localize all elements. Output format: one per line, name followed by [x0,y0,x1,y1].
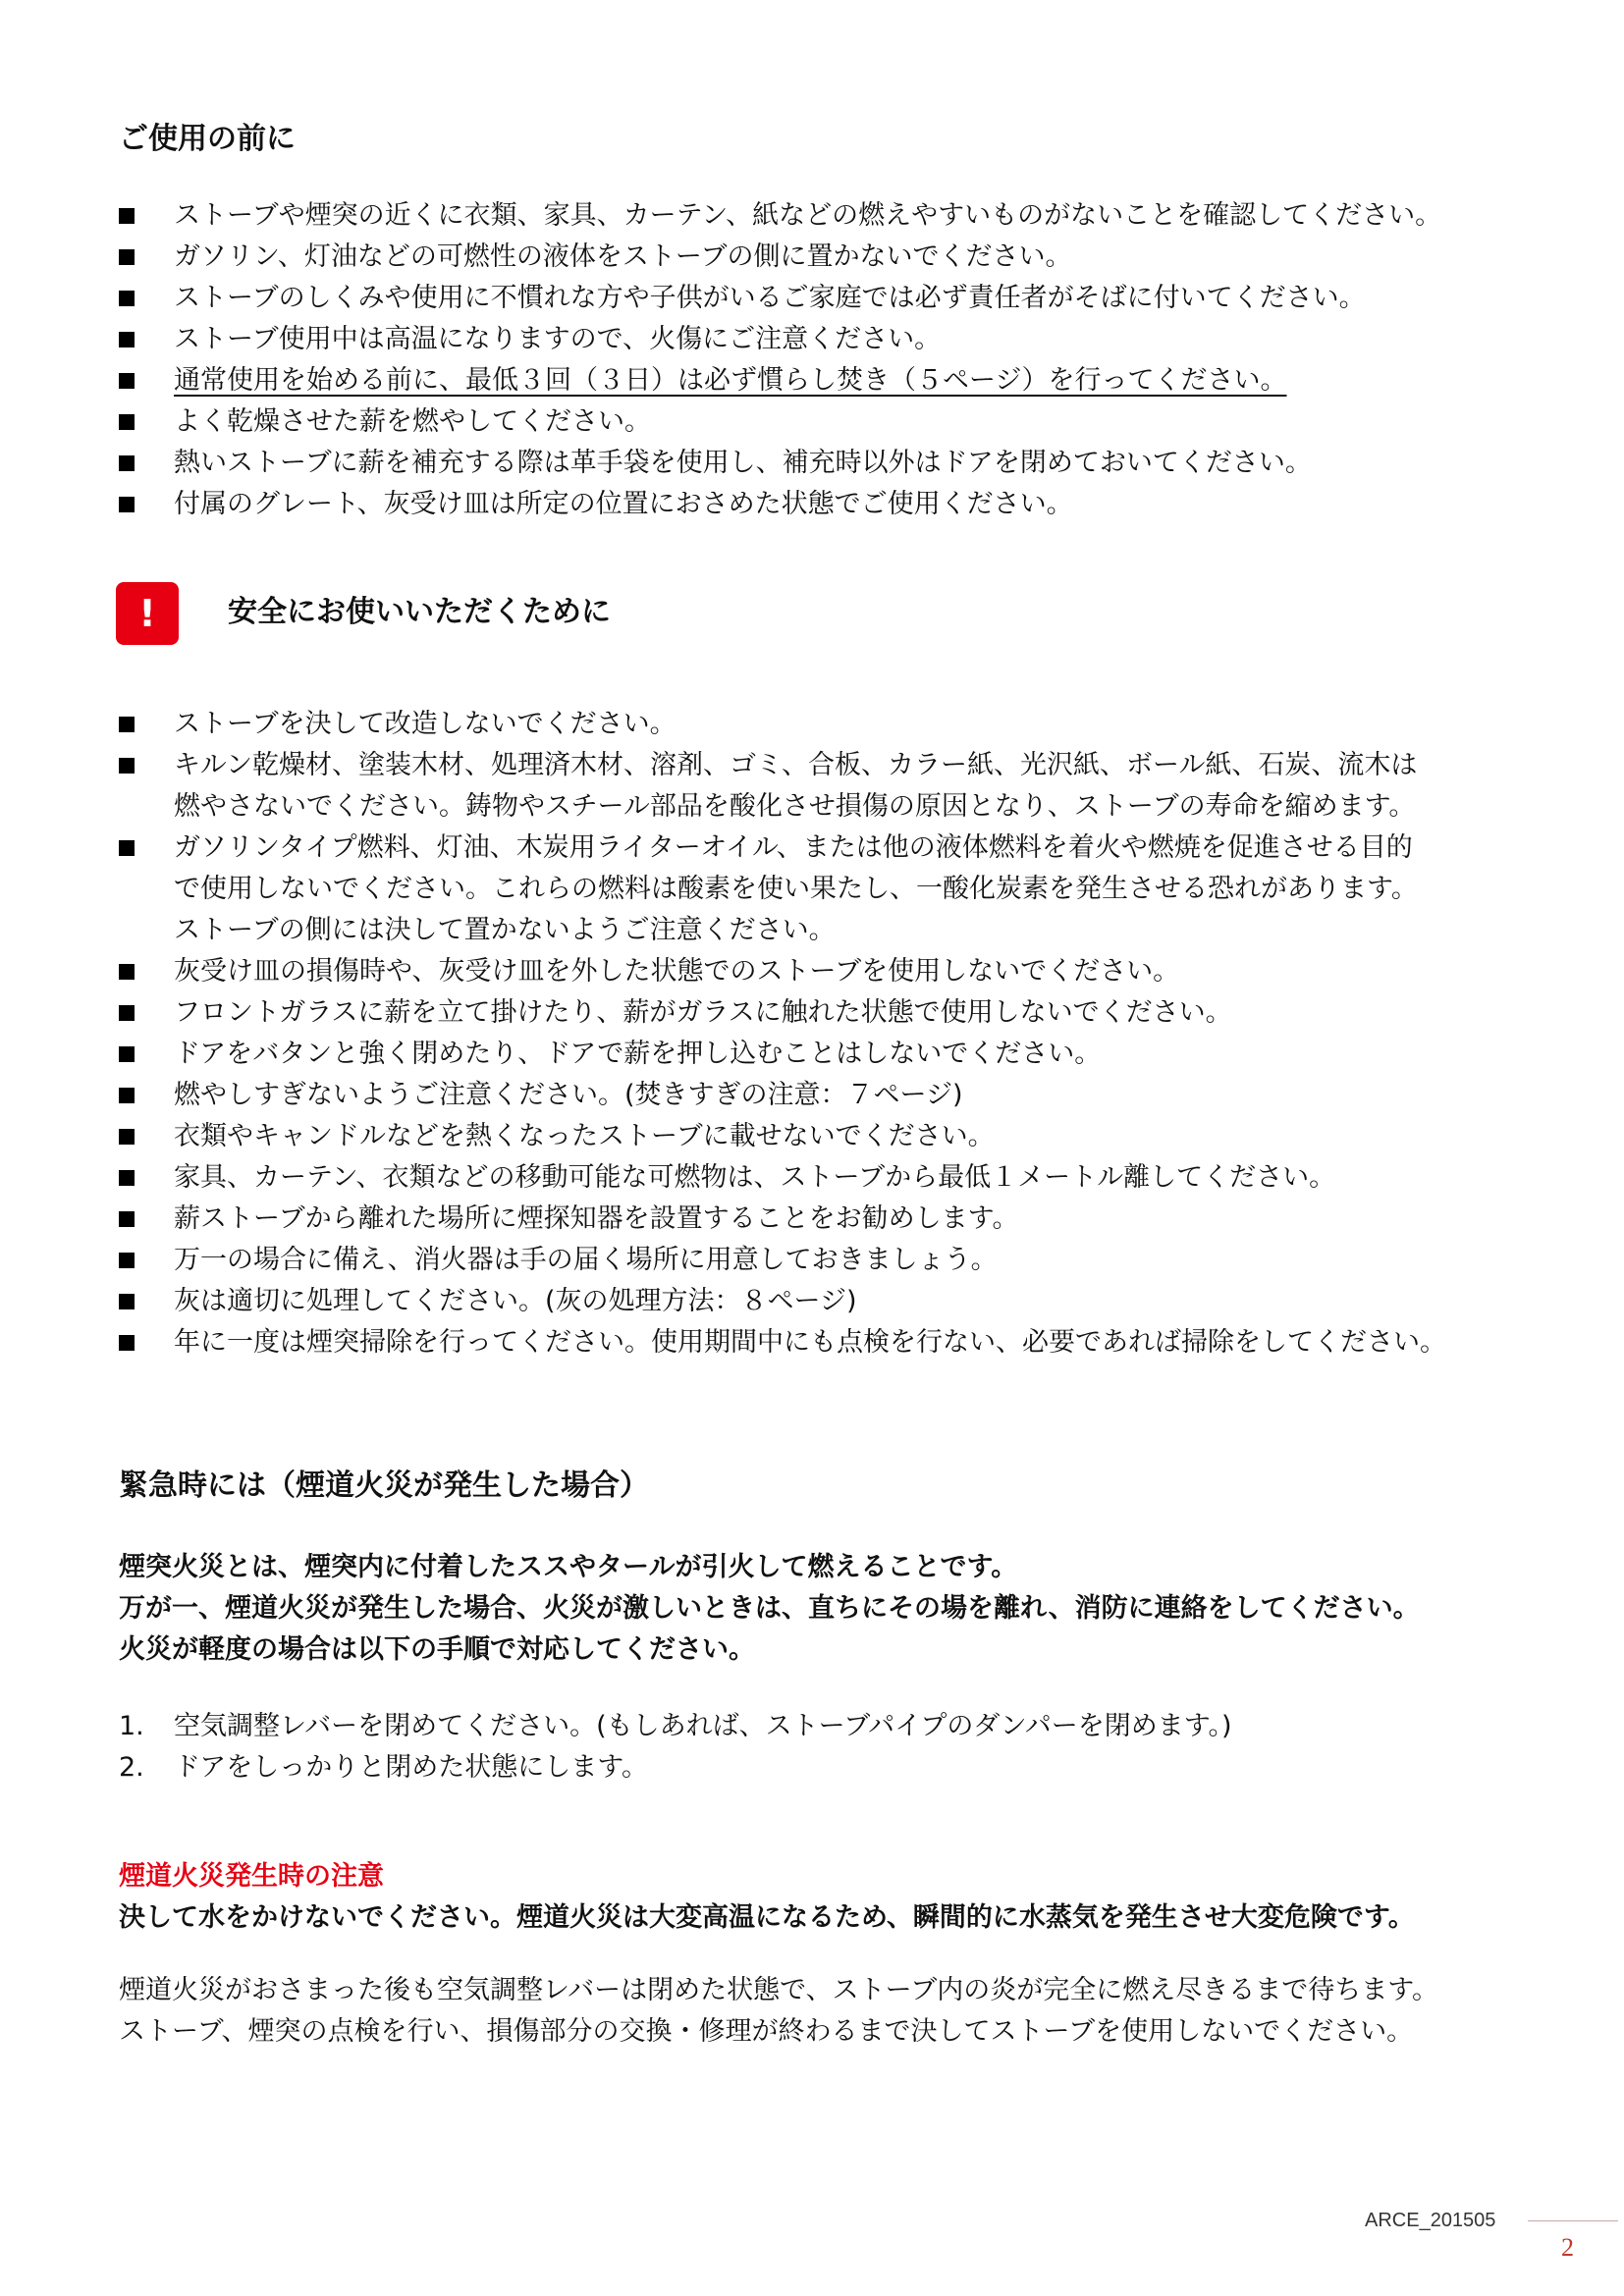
list-item: フロントガラスに薪を立て掛けたり、薪がガラスに触れた状態で使用しないでください。 [119,992,1533,1034]
list-item: ドアをバタンと強く閉めたり、ドアで薪を押し込むことはしないでください。 [119,1034,1533,1075]
bullet-square-icon [119,717,135,732]
instruction-line: ストーブ、煙突の点検を行い、損傷部分の交換・修理が終わるまで決してストーブを使用しないでください。 [119,2016,1414,2047]
warning-text: 決して水をかけないでください。煙道火災は大変高温になるため、瞬間的に水蒸気を発生させ大変危険です。 [119,1902,1415,1933]
safety-title: 安全にお使いいただくために [228,595,611,629]
bullet-square-icon [119,249,135,265]
list-item: キルン乾燥材、塗装木材、処理済木材、溶剤、ゴミ、合板、カラー紙、光沢紙、ボール紙、石炭、流木は 燃やさないでください。鋳物やスチール部品を酸化させ損傷の原因となり、ストーブの寿命を縮めます。 [119,745,1533,828]
list-item: 灰は適切に処理してください。(灰の処理方法：８ページ) [119,1281,1533,1322]
bullet-square-icon [119,1294,135,1309]
footer-divider [1528,2220,1618,2221]
bullet-square-icon [119,964,135,980]
bullet-square-icon [119,414,135,430]
instruction-line: 煙道火災がおさまった後も空気調整レバーは閉めた状態で、ストーブ内の炎が完全に燃え尽きるまで待ちます。 [119,1975,1439,2005]
list-item: 燃やしすぎないようご注意ください。(焚きすぎの注意：７ページ) [119,1075,1533,1116]
list-item: 年に一度は煙突掃除を行ってください。使用期間中にも点検を行ない、必要であれば掃除をしてください。 [119,1322,1533,1363]
step-number: 2. [119,1752,144,1783]
list-item-underlined: 通常使用を始める前に、最低３回（３日）は必ず慣らし焚き（５ページ）を行ってください。 [119,360,1533,401]
list-item: 家具、カーテン、衣類などの移動可能な可燃物は、ストーブから最低１メートル離してください。 [119,1157,1533,1199]
emergency-intro [119,1547,1533,1671]
page-number: 2 [1561,2233,1574,2262]
bullet-square-icon [119,208,135,224]
step-item [119,1747,1232,1789]
bullet-square-icon [119,1046,135,1062]
after-fire-instructions [119,1970,1438,2053]
list-item: ストーブのしくみや使用に不慣れな方や子供がいるご家庭では必ず責任者がそばに付いてください。 [119,278,1533,319]
bullet-square-icon [119,1129,135,1145]
emergency-title: 緊急時には（煙道火災が発生した場合） [119,1468,649,1503]
list-item: ストーブ使用中は高温になりますので、火傷にご注意ください。 [119,319,1533,360]
emergency-steps [119,1706,1232,1789]
list-item: 付属のグレート、灰受け皿は所定の位置におさめた状態でご使用ください。 [119,484,1533,525]
bullet-square-icon [119,1005,135,1021]
bullet-square-icon [119,758,135,774]
intro-line: 万が一、煙道火災が発生した場合、火災が激しいときは、直ちにその場を離れ、消防に連絡をしてください。 [119,1593,1420,1624]
bullet-square-icon [119,1211,135,1227]
bullet-square-icon [119,1088,135,1103]
list-item: 万一の場合に備え、消火器は手の届く場所に用意しておきましょう。 [119,1240,1533,1281]
bullet-square-icon [119,291,135,306]
list-item: 熱いストーブに薪を補充する際は革手袋を使用し、補充時以外はドアを閉めておいてください。 [119,443,1533,484]
bullet-square-icon [119,497,135,512]
step-number: 1. [119,1711,144,1741]
list-item: ガソリンタイプ燃料、灯油、木炭用ライターオイル、または他の液体燃料を着火や燃焼を促進させる目的 で使用しないでください。これらの燃料は酸素を使い果たし、一酸化炭素を発生させる恐れがあります。 ストーブの側には決して置かないようご注意ください。 [119,828,1533,951]
safety-list [119,704,1533,1363]
list-item: ストーブを決して改造しないでください。 [119,704,1533,745]
bullet-square-icon [119,455,135,471]
step-text: ドアをしっかりと閉めた状態にします。 [174,1752,649,1783]
list-item: よく乾燥させた薪を燃やしてください。 [119,401,1533,443]
exclamation-icon: ! [116,582,179,645]
intro-line: 火災が軽度の場合は以下の手順で対応してください。 [119,1634,755,1665]
list-item: ストーブや煙突の近くに衣類、家具、カーテン、紙などの燃えやすいものがないことを確認してください。 [119,195,1533,237]
step-item [119,1706,1232,1747]
list-item: 衣類やキャンドルなどを熱くなったストーブに載せないでください。 [119,1116,1533,1157]
list-item: 灰受け皿の損傷時や、灰受け皿を外した状態でのストーブを使用しないでください。 [119,951,1533,992]
step-text: 空気調整レバーを閉めてください。(もしあれば、ストーブパイプのダンパーを閉めます。) [174,1711,1232,1741]
bullet-square-icon [119,840,135,856]
list-item: 薪ストーブから離れた場所に煙探知器を設置することをお勧めします。 [119,1199,1533,1240]
before-use-title: ご使用の前に [119,122,296,156]
warning-title: 煙道火災発生時の注意 [119,1861,384,1892]
before-use-list [119,195,1533,525]
document-code: ARCE_201505 [1365,2210,1496,2231]
bullet-square-icon [119,373,135,389]
bullet-square-icon [119,1253,135,1268]
list-item: ガソリン、灯油などの可燃性の液体をストーブの側に置かないでください。 [119,237,1533,278]
bullet-square-icon [119,1170,135,1186]
intro-line: 煙突火災とは、煙突内に付着したススやタールが引火して燃えることです。 [119,1552,1018,1582]
bullet-square-icon [119,1335,135,1351]
bullet-square-icon [119,332,135,347]
